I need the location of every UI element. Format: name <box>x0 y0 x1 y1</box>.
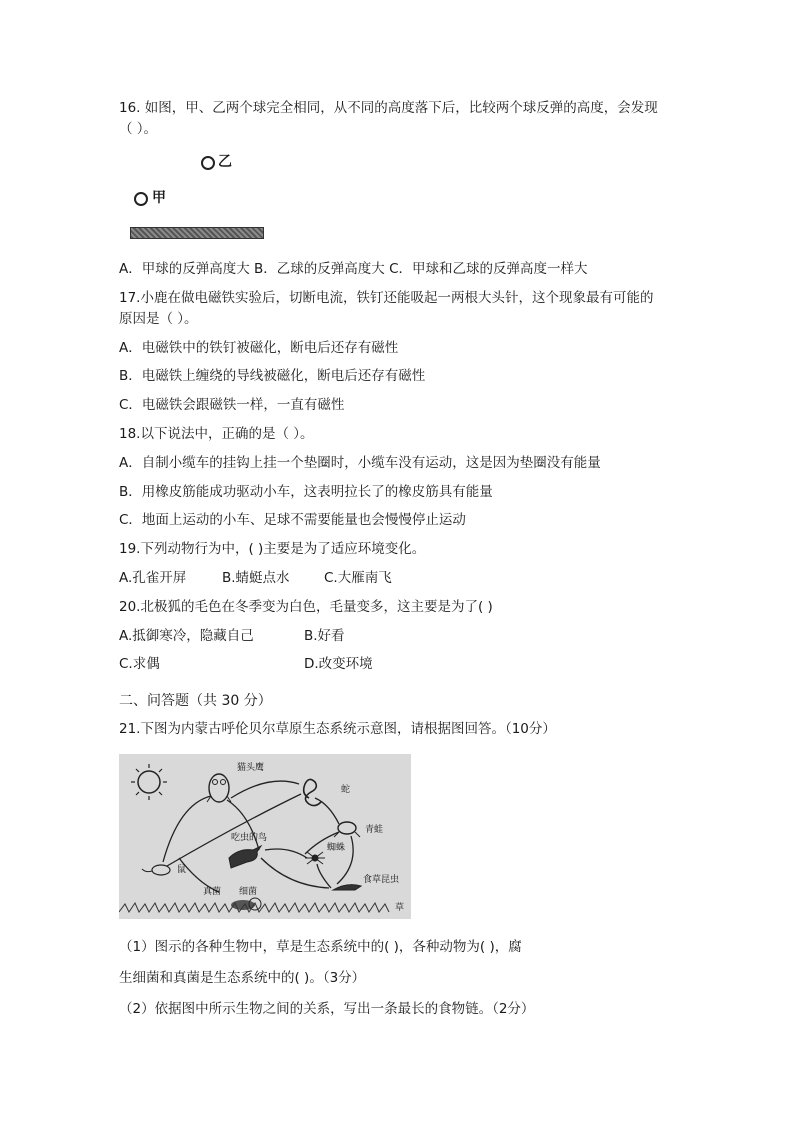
q17-stem-line1: 17.小鹿在做电磁铁实验后，切断电流，铁钉还能吸起一两根大头针，这个现象最有可能的 <box>119 290 654 306</box>
insect-icon <box>333 885 361 890</box>
label-snake: 蛇 <box>341 785 351 795</box>
label-frog: 青蛙 <box>365 825 384 835</box>
q18-option-b: B．用橡皮筋能成功驱动小车，这表明拉长了的橡皮筋具有能量 <box>119 484 493 500</box>
owl-icon <box>207 774 231 802</box>
grass-icon <box>119 903 389 912</box>
q19-stem: 19.下列动物行为中，( )主要是为了适应环境变化。 <box>119 541 426 557</box>
q20-option-b: B.好看 <box>304 628 345 644</box>
q19-option-c: C.大雁南飞 <box>324 570 392 586</box>
sun-icon <box>131 764 167 800</box>
label-grass: 草 <box>395 903 405 913</box>
label-spider: 蜘蛛 <box>327 843 346 853</box>
q19-option-b: B.蜻蜓点水 <box>222 570 290 586</box>
q20-stem: 20.北极狐的毛色在冬季变为白色，毛量变多，这主要是为了( ) <box>119 599 493 615</box>
bird-icon <box>229 846 261 868</box>
q17-option-c: C．电磁铁会跟磁铁一样，一直有磁性 <box>119 397 345 413</box>
label-fungi: 真菌 <box>203 887 222 897</box>
ball-b <box>201 156 215 170</box>
spider-icon <box>305 852 325 864</box>
mouse-icon <box>142 865 170 875</box>
q18-stem: 18.以下说法中，正确的是（ ）。 <box>119 426 314 442</box>
snake-icon <box>304 779 321 805</box>
q17-stem-line2: 原因是（ ）。 <box>119 311 198 327</box>
food-web-figure <box>119 754 411 919</box>
q17-option-b: B．电磁铁上缠绕的导线被磁化，断电后还存有磁性 <box>119 368 426 384</box>
label-bird: 吃虫的鸟 <box>231 833 268 843</box>
q17-option-a: A．电磁铁中的铁钉被磁化，断电后还存有磁性 <box>119 340 399 356</box>
q21-stem: 21.下图为内蒙古呼伦贝尔草原生态系统示意图，请根据图回答。（10分） <box>119 721 556 737</box>
q19-option-a: A.孔雀开屏 <box>119 570 187 586</box>
q21-sub2: （2）依据图中所示生物之间的关系，写出一条最长的食物链。（2分） <box>119 1001 535 1017</box>
ball-b-label: 乙 <box>218 154 232 170</box>
q16-stem-line2: （ ）。 <box>119 121 158 137</box>
frog-icon <box>334 822 360 837</box>
label-insect: 食草昆虫 <box>363 875 400 885</box>
q21-sub1-line1: （1）图示的各种生物中，草是生态系统中的( )，各种动物为( )，腐 <box>119 939 522 955</box>
q16-stem-line1: 16. 如图，甲、乙两个球完全相同，从不同的高度落下后，比较两个球反弹的高度，会发现 <box>119 100 658 116</box>
q21-sub1-line2: 生细菌和真菌是生态系统中的( )。（3分） <box>119 970 366 986</box>
label-mouse: 鼠 <box>177 865 187 875</box>
label-bacteria: 细菌 <box>239 887 258 897</box>
q18-option-c: C．地面上运动的小车、足球不需要能量也会慢慢停止运动 <box>119 512 466 528</box>
ball-a-label: 甲 <box>152 190 166 206</box>
q18-option-a: A．自制小缆车的挂钩上挂一个垫圈时，小缆车没有运动，这是因为垫圈没有能量 <box>119 455 601 471</box>
ground-surface <box>130 227 264 239</box>
label-owl: 猫头鹰 <box>237 763 265 773</box>
q20-option-c: C.求偶 <box>119 656 160 672</box>
q20-option-a: A.抵御寒冷，隐藏自己 <box>119 628 254 644</box>
q20-option-d: D.改变环境 <box>304 656 373 672</box>
section-heading: 二、问答题（共 30 分） <box>119 693 272 709</box>
q16-options: A．甲球的反弹高度大 B．乙球的反弹高度大 C．甲球和乙球的反弹高度一样大 <box>119 261 588 277</box>
ball-a <box>134 192 148 206</box>
